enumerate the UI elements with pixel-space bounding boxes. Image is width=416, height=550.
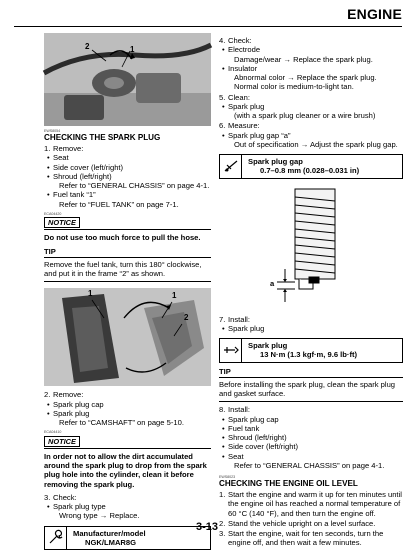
header-rule (14, 26, 402, 27)
step-number: 1. (219, 490, 226, 500)
notice-badge: NOTICE (44, 217, 80, 228)
list-item: • Fuel tank (219, 424, 403, 433)
spec-box-gap (219, 154, 403, 179)
spec-value: 13 N·m (1.3 kgf·m, 9.6 lb·ft) (260, 350, 358, 360)
wrench-icon (45, 527, 67, 550)
step-number: 5. (219, 92, 226, 102)
spec-value: 0.7–0.8 mm (0.028–0.031 in) (260, 166, 360, 176)
photo-illustration (44, 33, 211, 126)
step-text: Stand the vehicle upright on a level surface. (228, 518, 376, 528)
photo-illustration (44, 288, 211, 386)
section-title: ENGINE (347, 6, 402, 22)
detail-text: Abnormal color → Replace the spark plug. (234, 73, 377, 82)
list-item: • Electrode (219, 45, 403, 54)
callout-2: 2 (85, 42, 90, 51)
notice-code: ECA04420 (44, 211, 62, 216)
step-8 (219, 405, 403, 414)
step-1 (44, 144, 211, 153)
callout-1: 1 (172, 291, 177, 301)
step-number: 3. (44, 492, 51, 502)
torque-wrench-icon (220, 339, 242, 362)
list-item: • Spark plug type (44, 502, 211, 511)
list-item: • Spark plug cap (44, 400, 211, 409)
step-number: 3. (219, 529, 226, 539)
spec-body (242, 155, 365, 178)
step-label: Measure: (228, 121, 260, 131)
list-item: • Side cover (left/right) (219, 442, 403, 451)
tip-label: TIP (44, 246, 56, 256)
step-number: 4. (219, 36, 226, 45)
step-label: Remove: (53, 144, 84, 154)
list-item: • Spark plug cap (219, 415, 403, 424)
step-7 (219, 315, 403, 324)
spec-body (67, 527, 152, 550)
tip-text: Remove the fuel tank, turn this 180° clockwise, and put it in the frame “2” as shown. (44, 259, 202, 279)
step-label: Check: (228, 36, 252, 45)
section-code: EWS8023 (219, 475, 236, 479)
photo-fuel-tank-top (44, 33, 211, 126)
spec-box-torque (219, 338, 403, 363)
tip-end-rule (44, 281, 211, 282)
tip-text: Before installing the spark plug, clean the spark plug and gasket surface. (219, 379, 396, 398)
step-5 (219, 93, 403, 102)
right-column (219, 36, 403, 548)
detail-text: (with a spark plug cleaner or a wire brush) (234, 111, 376, 120)
step-number: 1. (44, 144, 51, 154)
callout-2: 2 (184, 313, 189, 323)
step-text: Start the engine, wait for ten seconds, turn the engine off, and then wait a few minutes. (228, 529, 384, 548)
notice-text: Do not use too much force to pull the hose. (44, 233, 201, 243)
notice-rule (44, 229, 211, 230)
reference-text: Refer to “FUEL TANK” on page 7-1. (59, 199, 179, 209)
detail-text: Out of specification → Adjust the spark plug gap. (234, 139, 398, 149)
reference-text: Refer to “CAMSHAFT” on page 5-10. (59, 418, 184, 428)
step-label: Install: (228, 314, 250, 324)
photo-fuel-tank-rotated (44, 288, 211, 386)
spec-value: NGK/LMAR8G (85, 537, 137, 547)
heading-oil-level: CHECKING THE ENGINE OIL LEVEL (219, 479, 358, 489)
notice-badge: NOTICE (44, 436, 80, 447)
left-column (44, 33, 211, 550)
list-item: • Side cover (left/right) (44, 163, 211, 172)
detail-text: Normal color is medium-to-light tan. (234, 82, 354, 92)
step-label: Clean: (228, 92, 250, 102)
step-number: 8. (219, 405, 226, 415)
tip-rule (44, 257, 211, 258)
reference-text: Refer to “GENERAL CHASSIS” on page 4-1. (234, 460, 385, 470)
tip-rule (219, 377, 403, 378)
step-label: Check: (53, 492, 77, 502)
list-item: • Spark plug (219, 102, 403, 111)
step-2 (44, 390, 211, 399)
list-item: • Spark plug gap “a” (219, 131, 403, 140)
spec-body (242, 339, 363, 362)
spark-plug-drawing (219, 189, 403, 313)
step-number: 7. (219, 314, 226, 324)
list-item: • Spark plug (44, 409, 211, 418)
spec-title: Spark plug gap (248, 157, 303, 166)
list-item: • Seat (44, 153, 211, 162)
detail-text: Wrong type → Replace. (59, 511, 140, 521)
spark-plug-diagram (219, 189, 403, 313)
step-text: Start the engine and warm it up for ten minutes until the engine oil has reached a normal temperature of 60 °C (140 °F), and then turn the engine off. (228, 490, 402, 518)
notice-code: ECA04410 (44, 430, 62, 435)
section-code: EWS8054 (44, 129, 61, 133)
step-3 (44, 493, 211, 502)
page-number: 3-13 (196, 521, 219, 533)
oil-step (219, 529, 403, 548)
notice-text: In order not to allow the dirt accumulated around the spark plug to drop from the spark plug hole into the cylinder, clean it before removing the spark plug. (44, 451, 207, 489)
step-number: 6. (219, 121, 226, 131)
gap-label: a (270, 278, 275, 288)
spec-box-manufacturer (44, 526, 211, 550)
tip-end-rule (219, 401, 403, 402)
oil-step (219, 490, 403, 518)
detail-text: Damage/wear → Replace the spark plug. (234, 54, 373, 64)
step-4 (219, 36, 403, 45)
step-6 (219, 121, 403, 130)
notice-rule (44, 448, 211, 449)
callout-1: 1 (130, 45, 135, 54)
step-number: 2. (219, 518, 226, 528)
spec-title: Manufacturer/model (73, 528, 146, 538)
list-item: • Spark plug (219, 324, 403, 333)
list-item: • Insulator (219, 64, 403, 73)
list-item: • Seat (219, 452, 403, 461)
gauge-icon (220, 155, 242, 178)
heading-spark-plug: CHECKING THE SPARK PLUG (44, 133, 161, 143)
oil-step (219, 519, 403, 528)
step-number: 2. (44, 390, 51, 400)
step-label: Remove: (53, 390, 84, 400)
list-item: • Shroud (left/right) (219, 433, 403, 442)
tip-label: TIP (219, 366, 231, 376)
callout-1: 1 (88, 289, 93, 299)
list-item: • Fuel tank “1” (44, 190, 211, 199)
step-label: Install: (228, 405, 250, 415)
spec-title: Spark plug (248, 341, 288, 350)
list-item: • Shroud (left/right) (44, 172, 211, 181)
reference-text: Refer to “GENERAL CHASSIS” on page 4-1. (59, 181, 210, 191)
